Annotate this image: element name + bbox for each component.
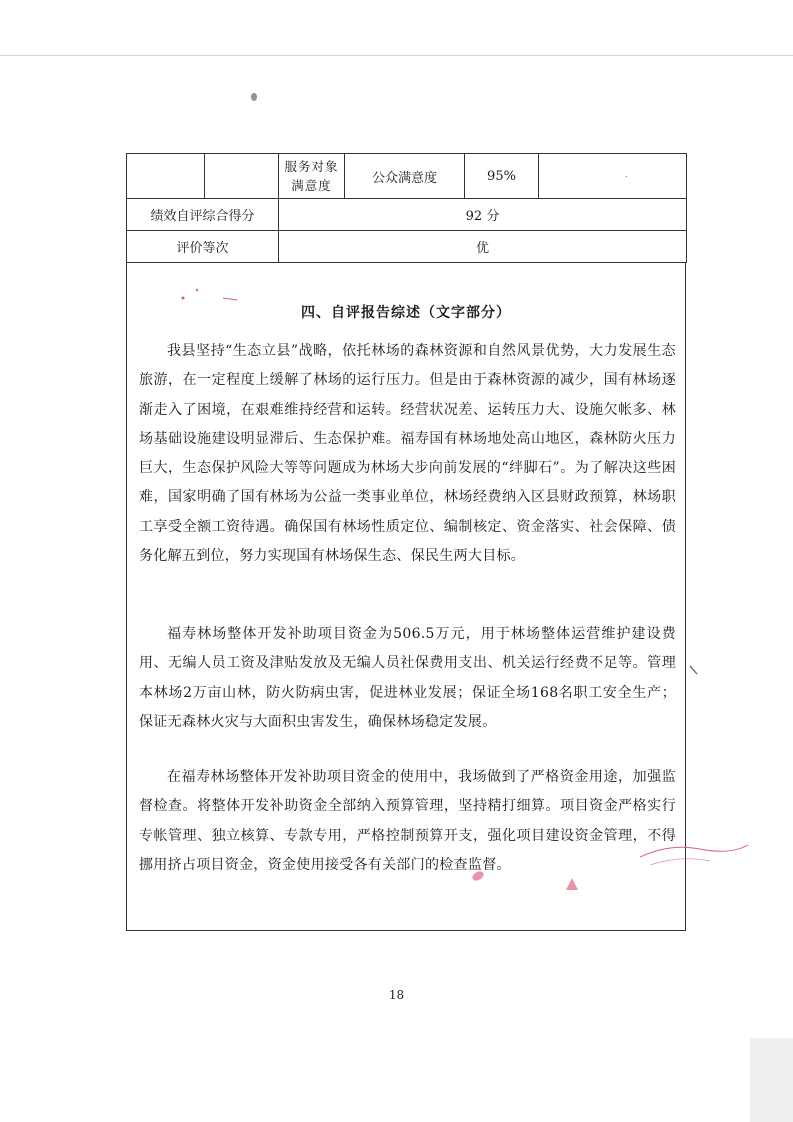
score-value: 92 分 (279, 199, 687, 231)
scan-edge-shade (750, 1038, 793, 1122)
note-mark: · (624, 171, 629, 183)
grade-value: 优 (279, 231, 687, 263)
margin-tick-mark (688, 664, 700, 678)
page-number: 18 (388, 988, 405, 1002)
sub-indicator-cell: 公众满意度 (345, 154, 465, 199)
pink-smudge-mark (468, 866, 488, 886)
value-cell: 95% (465, 154, 539, 199)
stamp-trace-mark (640, 835, 750, 875)
section-title: 四、自评报告综述（文字部分） (301, 305, 511, 321)
indicator-line: 满意度 (291, 178, 332, 193)
pink-smudge-mark (564, 876, 580, 892)
table-row-grade (127, 231, 687, 263)
note-cell (539, 154, 687, 199)
indicator-cell (279, 154, 345, 199)
table-cell-empty (205, 154, 279, 199)
table-row-score (127, 199, 687, 231)
indicator-line: 服务对象 (284, 159, 339, 174)
scan-edge-line (0, 55, 793, 56)
ink-dot-mark (248, 90, 260, 104)
stray-ink-marks (175, 278, 265, 308)
report-paragraph: 福寿林场整体开发补助项目资金为506.5万元，用于林场整体运营维护建设费用、无编人员工资及津贴发放及无编人员社保费用支出、机关运行经费不足等。管理本林场2万亩山林，防火防病虫害，促进林业发展；保证全场168名职工安全生产；保证无森林火灾与大面积虫害发生，确保林场稳定发展。 (139, 626, 676, 730)
table-cell-empty (127, 154, 205, 199)
score-label: 绩效自评综合得分 (127, 199, 279, 231)
evaluation-table (126, 153, 687, 263)
table-row-satisfaction (127, 154, 687, 199)
report-section (126, 262, 686, 931)
report-paragraph: 我县坚持“生态立县”战略，依托林场的森林资源和自然风景优势，大力发展生态旅游，在一定程度上缓解了林场的运行压力。但是由于森林资源的减少，国有林场逐渐走入了困境，在艰难维持经营和运转。经营状况差、运转压力大、设施欠帐多、林场基础设施建设明显滞后、生态保护难。福寿国有林场地处高山地区，森林防火压力巨大，生态保护风险大等等问题成为林场大步向前发展的“绊脚石”。为了解决这些困难，国家明确了国有林场为公益一类事业单位，林场经费纳入区县财政预算，林场职工享受全额工资待遇。确保国有林场性质定位、编制核定、资金落实、社会保障、债务化解五到位，努力实现国有林场保生态、保民生两大目标。 (139, 343, 676, 565)
report-paragraph: 在福寿林场整体开发补助项目资金的使用中，我场做到了严格资金用途，加强监督检查。将整体开发补助资金全部纳入预算管理，坚持精打细算。项目资金严格实行专帐管理、独立核算、专款专用，严格控制预算开支，强化项目建设资金管理，不得挪用挤占项目资金，资金使用接受各有关部门的检查监督。 (139, 769, 676, 873)
grade-label: 评价等次 (127, 231, 279, 263)
